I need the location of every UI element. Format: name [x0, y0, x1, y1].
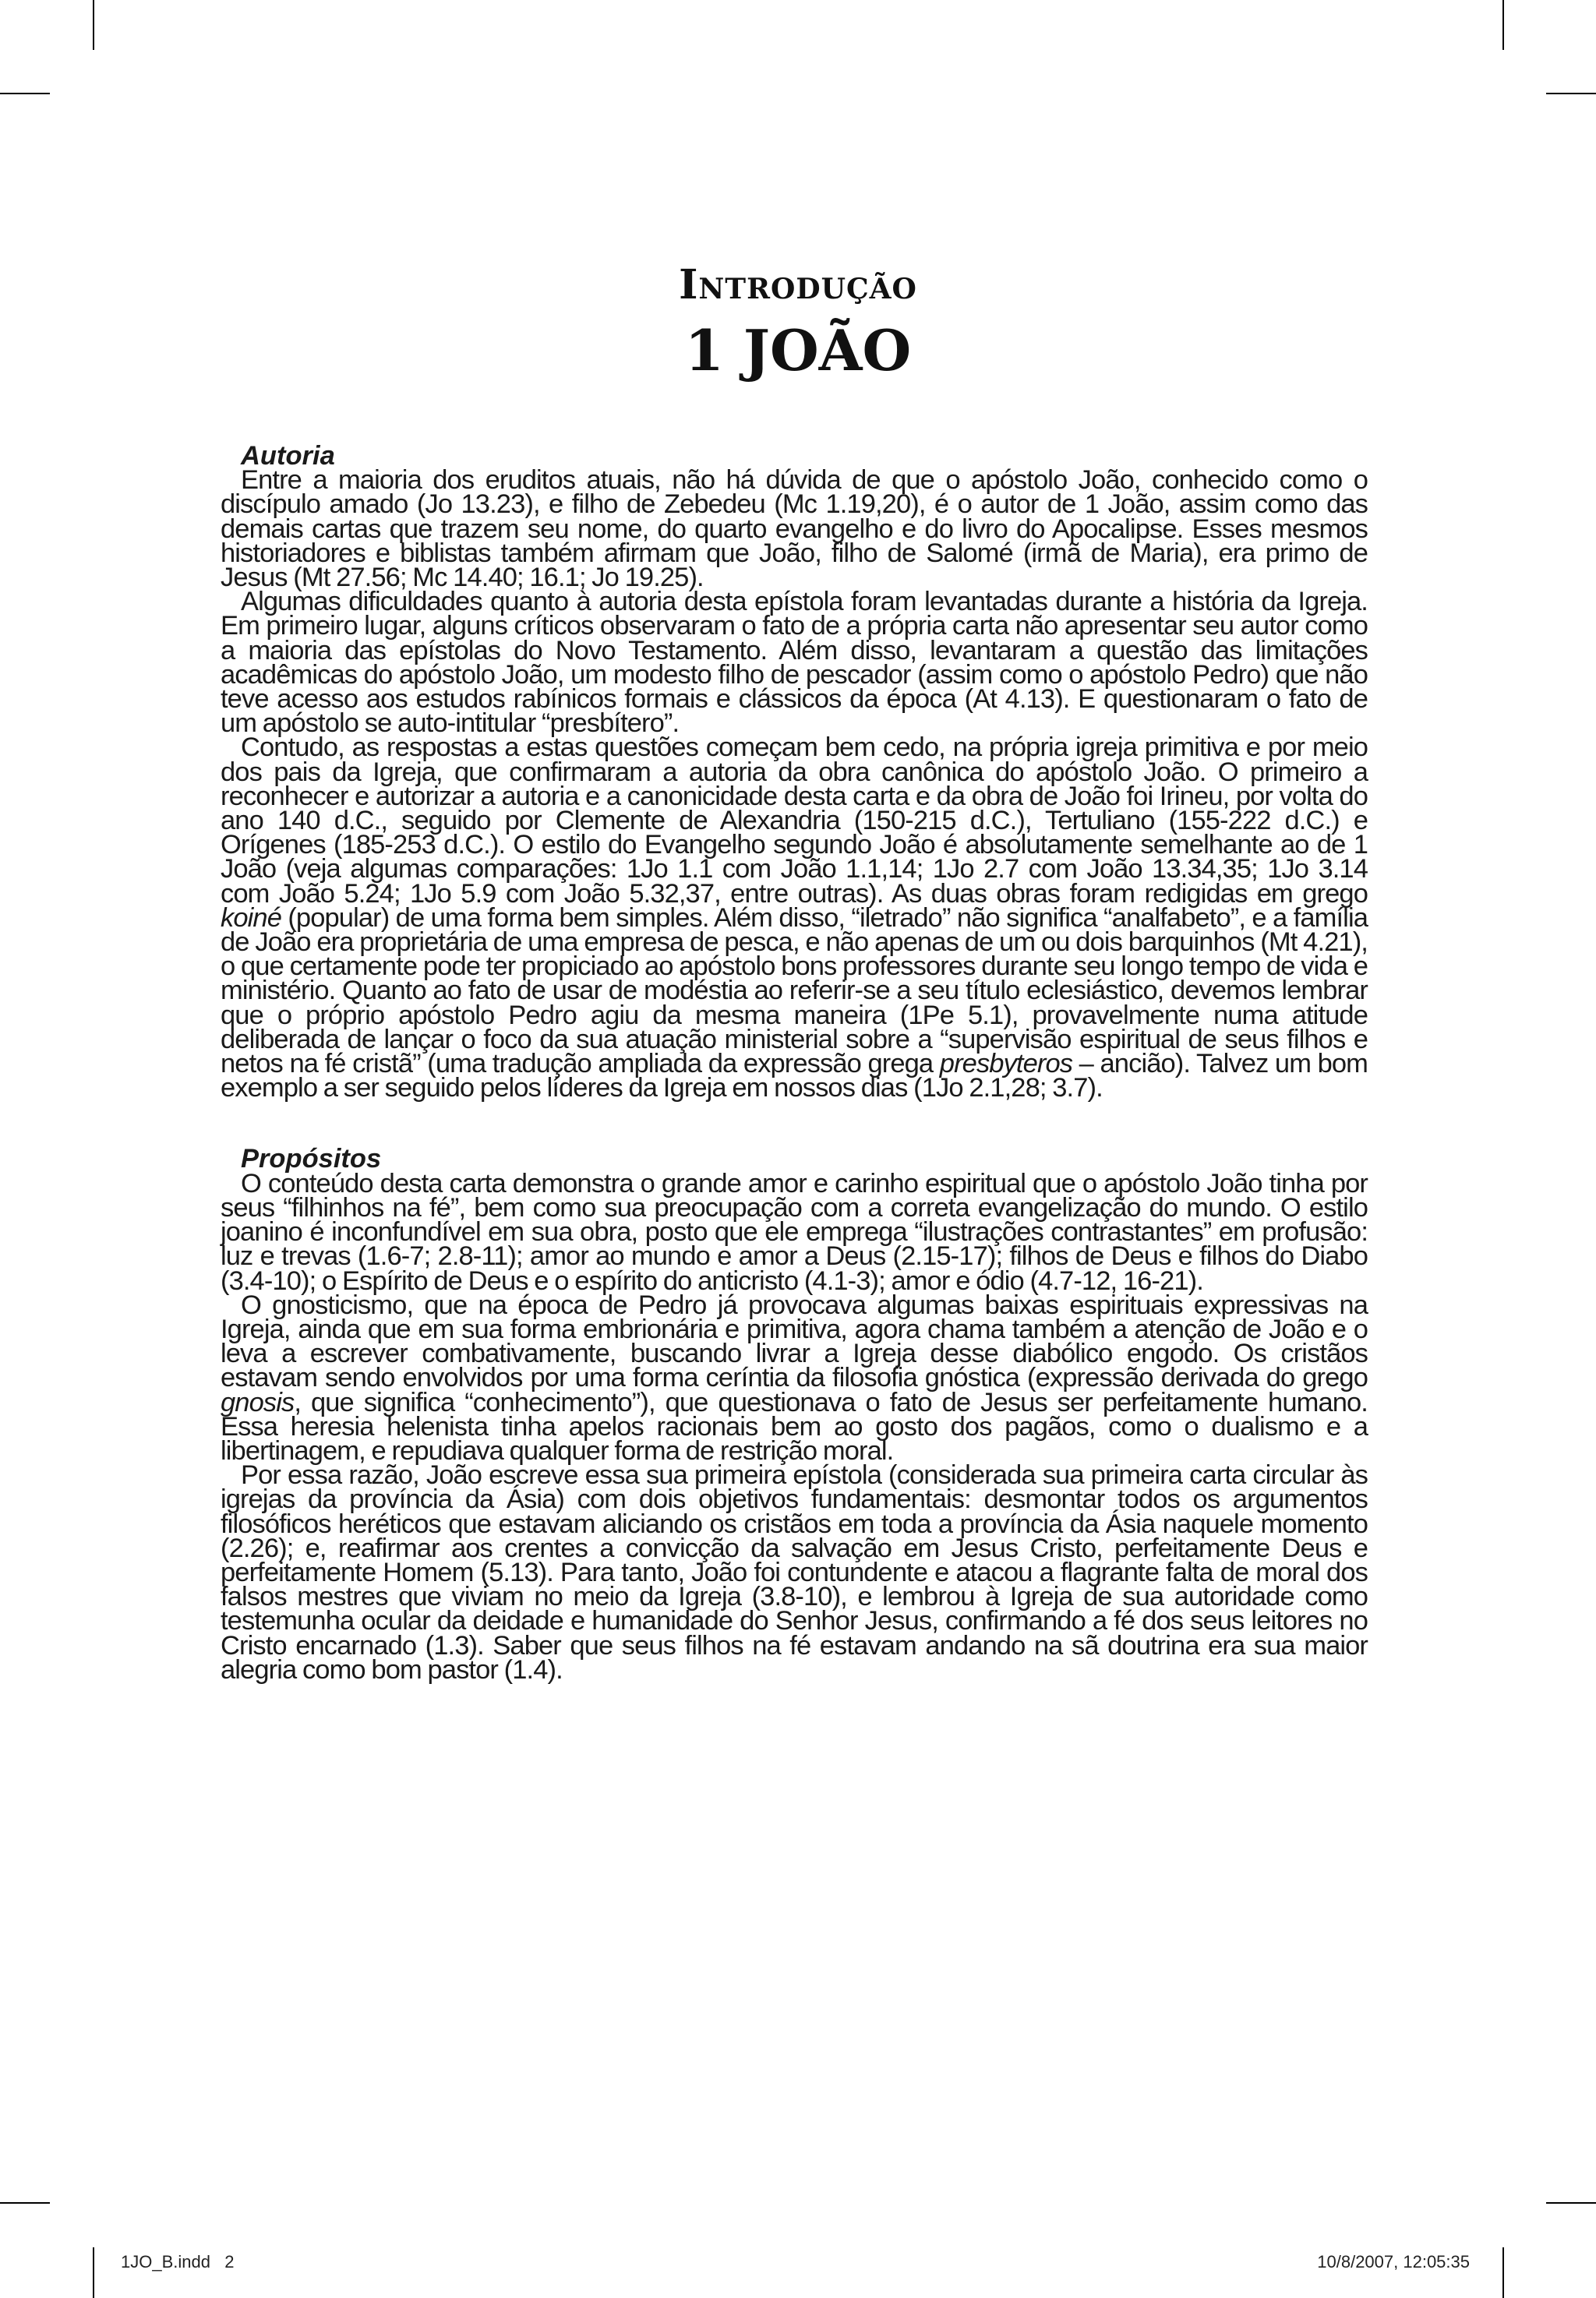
section-propositos [221, 1144, 1368, 1685]
paragraph: Contudo, as respostas a estas questões começam bem cedo, na própria igreja primitiva e por meio dos pais da Igreja, que confirmaram a autoria da obra canônica do apóstolo João. O primeiro a reconhecer e autorizar a autoria e a canonicidade desta carta e da obra de João foi Irineu, por volta do ano 140 d.C., seguido por Clemente de Alexandria (150-215 d.C.), Tertuliano (155-222 d.C.) e Orígenes (185-253 d.C.). O estilo do Evangelho segundo João é absolutamente semelhante ao de 1 João (veja algumas comparações: 1Jo 1.1 com João 1.1,14; 1Jo 2.7 com João 13.34,35; 1Jo 3.14 com João 5.24; 1Jo 5.9 com João 5.32,37, entre outras). As duas obras foram redigidas em grego koiné (popular) de uma forma bem simples. Além disso, “iletrado” não significa “analfabeto”, e a família de João era proprietária de uma empresa de pesca, e não apenas de um ou dois barquinhos (Mt 4.21), o que certamente pode ter propiciado ao apóstolo bons professores durante seu longo tempo de vida e ministério. Quanto ao fato de usar de modéstia ao referir-se a seu título eclesiástico, devemos lembrar que o próprio apóstolo Pedro agiu da mesma maneira (1Pe 5.1), provavelmente numa atitude deliberada de lançar o foco da sua atuação ministerial sobre a “supervisão espiritual de seus filhos e netos na fé cristã” (uma tradução ampliada da expressão grega presbyteros – ancião). Talvez um bom exemplo a ser seguido pelos líderes da Igreja em nossos dias (1Jo 2.1,28; 3.7). [221, 732, 1368, 1103]
section-heading: Autoria [241, 441, 335, 471]
paragraph: Algumas dificuldades quanto à autoria desta epístola foram levantadas durante a história da Igreja. Em primeiro lugar, alguns críticos observaram o fato de a própria carta não apresentar seu autor como a maioria das epístolas do Novo Testamento. Além disso, levantaram a questão das limitações acadêmicas do apóstolo João, um modesto filho de pescador (assim como o apóstolo Pedro) que não teve acesso aos estudos rabínicos formais e clássicos da época (At 4.13). E questionaram o fato de um apóstolo se auto-intitular “presbítero”. [221, 587, 1368, 739]
footer-timestamp: 10/8/2007, 12:05:35 [1317, 2252, 1470, 2272]
section-autoria [221, 441, 1368, 1103]
footer-file-label: 1JO_B.indd 2 [121, 2252, 235, 2272]
paragraph: O gnosticismo, que na época de Pedro já provocava algumas baixas espirituais expressivas na Igreja, ainda que em sua forma embrionária e primitiva, agora chama também a atenção de João e o leva a escrever combativamente, buscando livrar a Igreja desse diabólico engodo. Os cristãos estavam sendo envolvidos por uma forma ceríntia da filosofia gnóstica (expressão derivada do grego gnosis, que significa “conhecimento”), que questionava o fato de Jesus ser perfeitamente humano. Essa heresia helenista tinha apelos racionais bem ao gosto dos pagãos, como o dualismo e a libertinagem, e repudiava qualquer forma de restrição moral. [221, 1290, 1368, 1466]
paragraph: Por essa razão, João escreve essa sua primeira epístola (considerada sua primeira carta circular às igrejas da província da Ásia) com dois objetivos fundamentais: desmontar todos os argumentos filosóficos heréticos que estavam aliciando os cristãos em toda a província da Ásia naquele momento (2.26); e, reafirmar aos crentes a convicção da salvação em Jesus Cristo, perfeitamente Deus e perfeitamente Homem (5.13). Para tanto, João foi contundente e atacou a flagrante falta de moral dos falsos mestres que viviam no meio da Igreja (3.8-10), e lembrou à Igreja de sua autoridade como testemunha ocular da deidade e humanidade do Senhor Jesus, confirmando a fé dos seus leitores no Cristo encarnado (1.3). Saber que seus filhos na fé estavam andando na sã doutrina era sua maior alegria como bom pastor (1.4). [221, 1460, 1368, 1685]
crop-mark-top-right-vertical [1502, 0, 1504, 50]
title-block [0, 257, 1596, 388]
crop-mark-bottom-right-horizontal [1546, 2202, 1596, 2204]
crop-mark-top-left-vertical [93, 0, 94, 50]
main-text [221, 441, 1368, 1685]
section-heading: Propósitos [241, 1144, 382, 1174]
paragraph: O conteúdo desta carta demonstra o grande amor e carinho espiritual que o apóstolo João tinha por seus “filhinhos na fé”, bem como sua preocupação com a correta evangelização do mundo. O estilo joanino é inconfundível em sua obra, posto que ele emprega “ilustrações contrastantes” em profusão: luz e trevas (1.6-7; 2.8-11); amor ao mundo e amor a Deus (2.15-17); filhos de Deus e filhos do Diabo (3.4-10); o Espírito de Deus e o espírito do anticristo (4.1-3); amor e ódio (4.7-12, 16-21). [221, 1168, 1368, 1296]
paragraph: Entre a maioria dos eruditos atuais, não há dúvida de que o apóstolo João, conhecido como o discípulo amado (Jo 13.23), e filho de Zebedeu (Mc 1.19,20), é o autor de 1 João, assim como das demais cartas que trazem seu nome, do quarto evangelho e do livro do Apocalipse. Esses mesmos historiadores e biblistas também afirmam que João, filho de Salomé (irmã de Maria), era primo de Jesus (Mt 27.56; Mc 14.40; 16.1; Jo 19.25). [221, 465, 1368, 593]
book-title: 1 JOÃO [684, 317, 912, 383]
crop-mark-top-left-horizontal [0, 93, 50, 94]
crop-mark-bottom-left-vertical [93, 2247, 94, 2298]
intro-heading: Introdução [679, 261, 917, 309]
crop-mark-top-right-horizontal [1546, 93, 1596, 94]
crop-mark-bottom-left-horizontal [0, 2202, 50, 2204]
crop-mark-bottom-right-vertical [1502, 2247, 1504, 2298]
